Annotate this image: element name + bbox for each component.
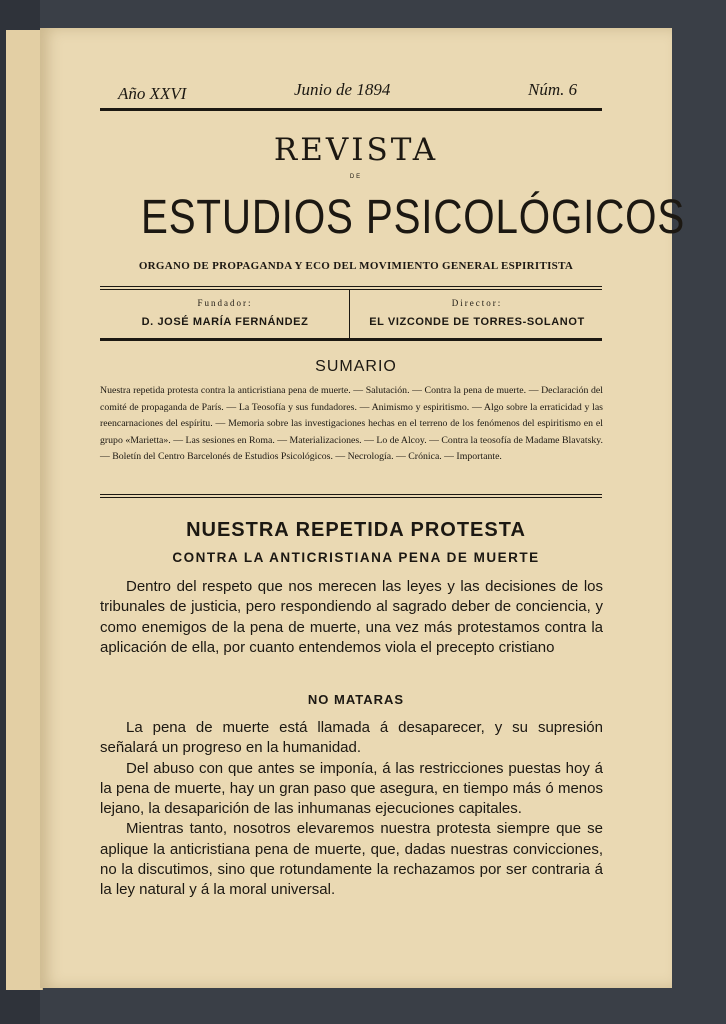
credits-top-rule-2 xyxy=(100,289,602,290)
director-label: Director: xyxy=(451,298,503,308)
issue-number: Núm. 6 xyxy=(528,80,578,99)
paragraph-text: Mientras tanto, nosotros elevaremos nuestra protesta siempre que se aplique la anticristiana pena de muerte, que, dadas nuestras convicciones, no la discutimos, sino que rotundamente la rechazamos por ser contraria á la ley natural y á la moral universal. xyxy=(100,820,603,899)
previous-page-edge xyxy=(6,30,43,990)
sumario-bottom-rule-2 xyxy=(100,497,602,498)
masthead-title-de: DE xyxy=(349,174,363,180)
section-heading: NO MATARAS xyxy=(307,692,405,707)
director-name: EL VIZCONDE DE TORRES-SOLANOT xyxy=(369,316,585,328)
issue-year: Año XXVI xyxy=(118,84,187,103)
issue-date: Junio de 1894 xyxy=(294,80,391,99)
magazine-page xyxy=(40,28,686,988)
article-subheading: CONTRA LA ANTICRISTIANA PENA DE MUERTE xyxy=(172,550,540,565)
credits-bottom-rule xyxy=(100,338,602,341)
founder-label: Fundador: xyxy=(197,298,253,308)
founder-name: D. JOSÉ MARÍA FERNÁNDEZ xyxy=(141,316,309,328)
paragraph-text: La pena de muerte está llamada á desaparecer, y su supresión señalará un progreso en la humanidad. xyxy=(100,719,603,757)
header-rule xyxy=(100,108,602,111)
sumario-title: SUMARIO xyxy=(315,358,397,375)
paragraph-text: Dentro del respeto que nos merecen las leyes y las decisiones de los tribunales de justicia, pero respondiendo al sagrado deber de conciencia, y como enemigos de la pena de muerte, una vez más protestamos contra la aplicación de ella, por cuanto entendemos viola el precepto cristiano xyxy=(100,578,603,656)
sumario-bottom-rule xyxy=(100,494,602,495)
article-heading: NUESTRA REPETIDA PROTESTA xyxy=(186,519,526,541)
masthead-title-line2: ESTUDIOS PSICOLÓGICOS xyxy=(140,191,686,244)
credits-top-rule xyxy=(100,286,602,287)
article-paragraph-1 xyxy=(100,577,603,658)
masthead-title-line1: REVISTA xyxy=(273,132,439,168)
article-body-continued xyxy=(100,718,603,901)
masthead-subtitle: ORGANO DE PROPAGANDA Y ECO DEL MOVIMIENTO GENERAL ESPIRITISTA xyxy=(138,260,574,272)
paragraph-text: Del abuso con que antes se imponía, á las restricciones puestas hoy á la pena de muerte, hay un gran paso que asegura, en tiempo más ó menos lejano, la desaparición de las inhumanas ejecuciones capitales. xyxy=(100,759,603,818)
sumario-text: Nuestra repetida protesta contra la anticristiana pena de muerte. — Salutación. — Contra la pena de muerte. — Declaración del comité de propaganda de París. — La Teosofía y sus fundadores. — Animismo y espiritismo. — Algo sobre la erraticidad y las reencarnaciones del espíritu. — Memoria sobre las investigaciones hechas en el terreno de los fenómenos del espiritismo en el grupo «Marietta». — Las sesiones en Roma. — Materializaciones. — Lo de Alcoy. — Contra la teosofía de Madame Blavatsky. — Boletín del Centro Barcelonés de Estudios Psicológicos. — Necrología. — Crónica. — Importante. xyxy=(100,385,603,462)
